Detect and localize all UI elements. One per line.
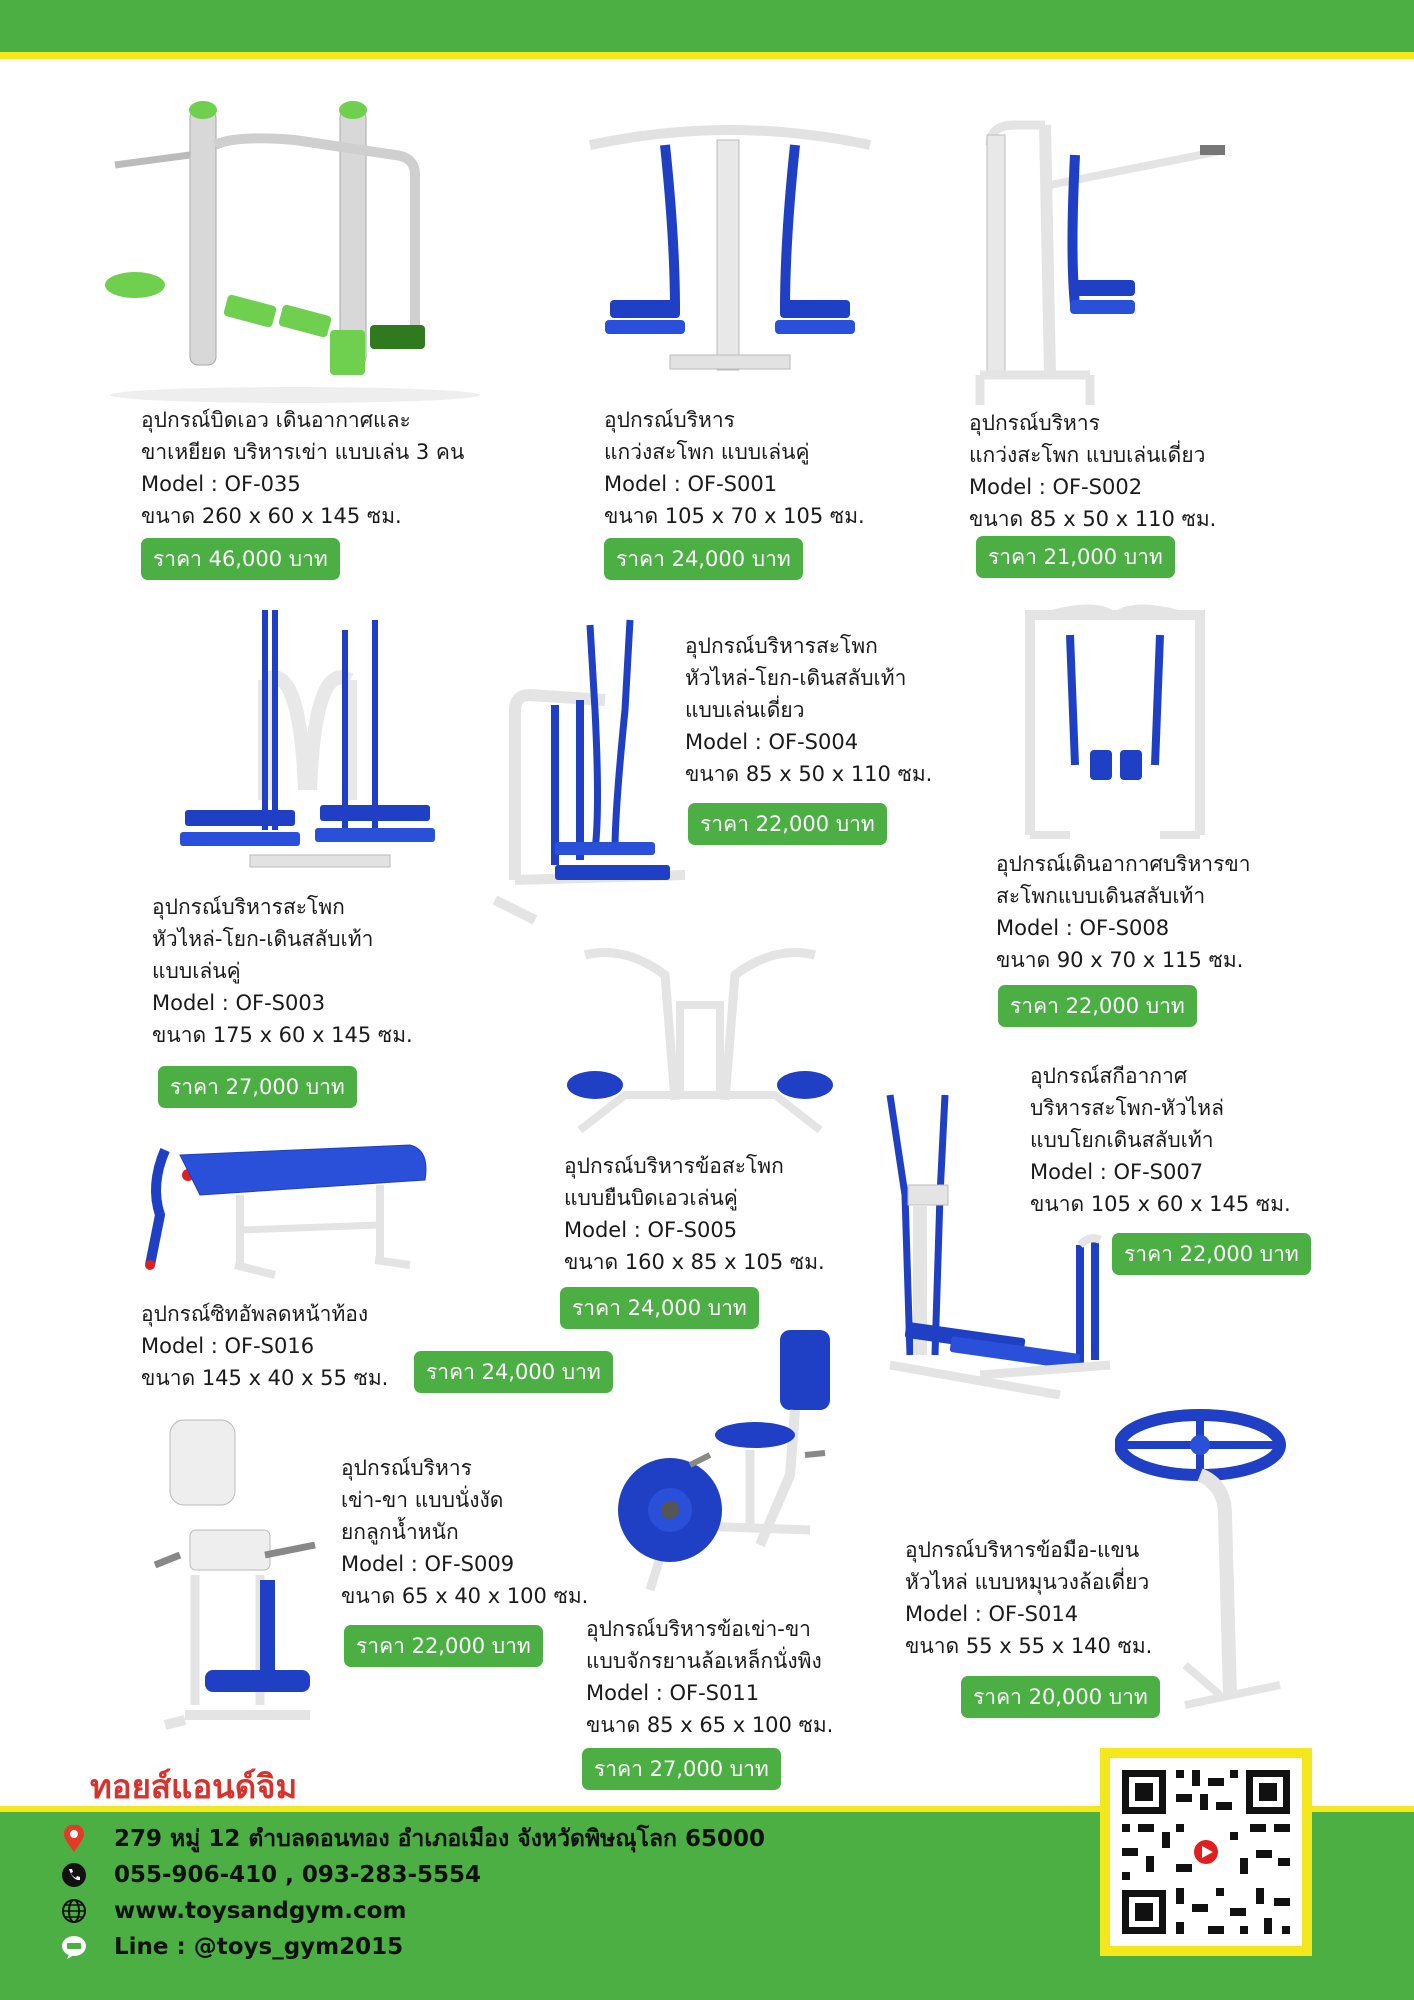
product-image-ofs004 [485, 610, 700, 935]
qr-code-icon[interactable] [1110, 1758, 1302, 1946]
product-title: อุปกรณ์บริหารข้อมือ-แขน [905, 1538, 1140, 1562]
line-id-line [60, 1930, 403, 1964]
brand-name: ทอยส์แอนด์จิม [90, 1767, 298, 1806]
product-image-ofs009 [135, 1415, 335, 1735]
phone-text: 055-906-410 , 093-283-5554 [114, 1862, 482, 1888]
address-line [60, 1822, 765, 1856]
product-size: ขนาด 160 x 85 x 105 ซม. [564, 1250, 825, 1274]
product-model: Model : OF-S002 [969, 475, 1143, 499]
product-size: ขนาด 105 x 60 x 145 ซม. [1030, 1192, 1291, 1216]
product-title: สะโพกแบบเดินสลับเท้า [996, 884, 1206, 908]
product-title: อุปกรณ์บริหารสะโพก [685, 634, 878, 658]
product-size: ขนาด 85 x 50 x 110 ซม. [969, 507, 1217, 531]
product-info-ofs011 [586, 1613, 833, 1741]
product-info-ofs016 [141, 1298, 388, 1394]
product-info-ofs007 [1030, 1060, 1291, 1220]
price-badge-ofs007: ราคา 22,000 บาท [1112, 1233, 1311, 1275]
line-icon [60, 1933, 88, 1961]
product-title: อุปกรณ์บริหาร [604, 408, 735, 432]
product-title: แบบยืนบิดเอวเล่นคู่ [564, 1186, 738, 1210]
product-model: Model : OF-S005 [564, 1218, 738, 1242]
price-badge-ofs002: ราคา 21,000 บาท [976, 536, 1175, 578]
product-title: แบบเล่นเดี่ยว [685, 698, 805, 722]
product-title: อุปกรณ์บริหาร [969, 411, 1100, 435]
product-title: ยกลูกน้ำหนัก [341, 1520, 459, 1544]
product-info-ofs008 [996, 848, 1251, 976]
price-badge-ofs004: ราคา 22,000 บาท [688, 803, 887, 845]
product-title: อุปกรณ์บริหารสะโพก [152, 895, 345, 919]
product-info-ofs004 [685, 630, 932, 790]
product-info-ofs009 [341, 1452, 588, 1612]
product-info-ofs005 [564, 1150, 825, 1278]
product-info-ofs001 [604, 404, 865, 532]
product-title: ขาเหยียด บริหารเข่า แบบเล่น 3 คน [141, 440, 465, 464]
product-title: หัวไหล่-โยก-เดินสลับเท้า [152, 927, 374, 951]
product-size: ขนาด 105 x 70 x 105 ซม. [604, 504, 865, 528]
product-title: อุปกรณ์บริหารข้อสะโพก [564, 1154, 784, 1178]
price-badge-ofs014: ราคา 20,000 บาท [961, 1676, 1160, 1718]
product-image-ofs008 [1015, 595, 1215, 845]
price-badge-ofs001: ราคา 24,000 บาท [604, 538, 803, 580]
website-link[interactable]: www.toysandgym.com [114, 1898, 407, 1924]
product-title: อุปกรณ์ซิทอัพลดหน้าท้อง [141, 1302, 369, 1326]
product-model: Model : OF-S008 [996, 916, 1170, 940]
product-size: ขนาด 85 x 65 x 100 ซม. [586, 1713, 834, 1737]
product-info-ofs003 [152, 891, 413, 1051]
top-yellow-stripe [0, 52, 1414, 59]
product-size: ขนาด 145 x 40 x 55 ซม. [141, 1366, 389, 1390]
price-badge-ofs003: ราคา 27,000 บาท [158, 1066, 357, 1108]
product-model: Model : OF-S014 [905, 1602, 1079, 1626]
address-text: 279 หมู่ 12 ตำบลดอนทอง อำเภอเมือง จังหวัดพิษณุโลก 65000 [114, 1826, 766, 1852]
product-size: ขนาด 260 x 60 x 145 ซม. [141, 504, 402, 528]
product-model: Model : OF-S011 [586, 1681, 760, 1705]
product-size: ขนาด 85 x 50 x 110 ซม. [685, 762, 933, 786]
qr-code-frame [1100, 1748, 1312, 1956]
product-model: Model : OF-S007 [1030, 1160, 1204, 1184]
price-badge-ofs008: ราคา 22,000 บาท [998, 985, 1197, 1027]
product-image-ofs002 [975, 105, 1235, 405]
phone-icon [60, 1861, 88, 1889]
product-model: Model : OF-035 [141, 472, 301, 496]
product-title: แบบจักรยานล้อเหล็กนั่งพิง [586, 1649, 822, 1673]
product-title: หัวไหล่-โยก-เดินสลับเท้า [685, 666, 907, 690]
top-green-banner [0, 0, 1414, 52]
product-size: ขนาด 175 x 60 x 145 ซม. [152, 1023, 413, 1047]
product-model: Model : OF-S001 [604, 472, 778, 496]
product-image-of035 [95, 95, 495, 405]
globe-icon [60, 1897, 88, 1925]
product-title: แบบเล่นคู่ [152, 959, 241, 983]
location-pin-icon [60, 1825, 88, 1853]
product-info-ofs014 [905, 1534, 1152, 1662]
product-title: แกว่งสะโพก แบบเล่นเดี่ยว [969, 443, 1206, 467]
product-title: หัวไหล่ แบบหมุนวงล้อเดี่ยว [905, 1570, 1150, 1594]
product-title: แบบโยกเดินสลับเท้า [1030, 1128, 1214, 1152]
product-model: Model : OF-S004 [685, 730, 859, 754]
product-title: เข่า-ขา แบบนั่งงัด [341, 1488, 504, 1512]
product-title: อุปกรณ์สกีอากาศ [1030, 1064, 1188, 1088]
price-badge-ofs016: ราคา 24,000 บาท [414, 1351, 613, 1393]
product-model: Model : OF-S016 [141, 1334, 315, 1358]
product-model: Model : OF-S003 [152, 991, 326, 1015]
price-badge-ofs009: ราคา 22,000 บาท [344, 1625, 543, 1667]
website-line [60, 1894, 406, 1928]
product-title: อุปกรณ์บริหารข้อเข่า-ขา [586, 1617, 811, 1641]
product-size: ขนาด 65 x 40 x 100 ซม. [341, 1584, 589, 1608]
product-title: บริหารสะโพก-หัวไหล่ [1030, 1096, 1224, 1120]
product-model: Model : OF-S009 [341, 1552, 515, 1576]
product-image-ofs005 [565, 935, 835, 1135]
product-title: แกว่งสะโพก แบบเล่นคู่ [604, 440, 810, 464]
product-title: อุปกรณ์บิดเอว เดินอากาศและ [141, 408, 411, 432]
price-badge-ofs011: ราคา 27,000 บาท [582, 1748, 781, 1790]
product-size: ขนาด 55 x 55 x 140 ซม. [905, 1634, 1153, 1658]
product-info-ofs002 [969, 407, 1216, 535]
price-badge-ofs005: ราคา 24,000 บาท [560, 1287, 759, 1329]
price-badge-of035: ราคา 46,000 บาท [141, 538, 340, 580]
product-image-ofs016 [140, 1125, 440, 1280]
product-image-ofs001 [585, 100, 875, 385]
product-title: อุปกรณ์เดินอากาศบริหารขา [996, 852, 1251, 876]
line-id-text: Line : @toys_gym2015 [114, 1934, 404, 1960]
product-size: ขนาด 90 x 70 x 115 ซม. [996, 948, 1244, 972]
phone-line [60, 1858, 481, 1892]
product-title: อุปกรณ์บริหาร [341, 1456, 472, 1480]
product-image-ofs003 [180, 600, 440, 880]
product-info-of035 [141, 404, 464, 532]
product-image-ofs011 [610, 1325, 850, 1605]
